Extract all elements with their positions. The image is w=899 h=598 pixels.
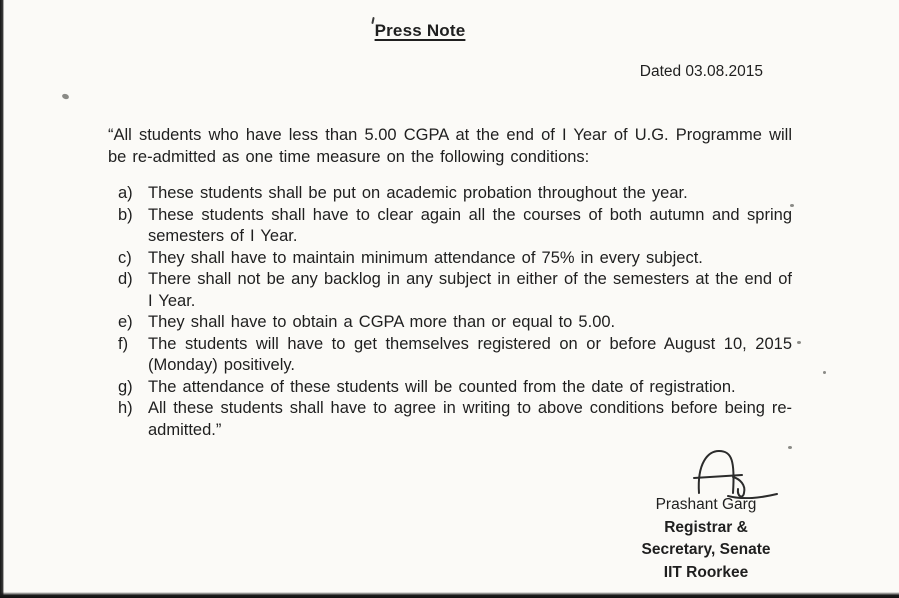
signature	[692, 447, 780, 499]
intro-paragraph: “All students who have less than 5.00 CGPA at the end of I Year of U.G. Programme will be re-admitted as one time measure on the following conditions:	[108, 126, 792, 166]
scan-edge-left	[0, 0, 4, 598]
signer-name: Prashant Garg	[655, 496, 757, 513]
condition-item	[108, 312, 792, 334]
condition-item	[108, 183, 792, 205]
condition-text: There shall not be any backlog in any subject in either of the semesters at the end of I Year.	[148, 270, 792, 310]
scan-speck	[797, 341, 801, 344]
signer-title-secretary: Secretary, Senate	[641, 541, 771, 558]
condition-item	[108, 205, 792, 248]
condition-text: These students shall be put on academic probation throughout the year.	[148, 184, 688, 202]
scan-speck	[823, 371, 826, 374]
condition-marker: e)	[118, 313, 133, 331]
date-line: Dated 03.08.2015	[639, 63, 763, 80]
signer-title-registrar: Registrar &	[664, 518, 748, 536]
scan-speck	[788, 446, 792, 449]
condition-item	[108, 248, 792, 270]
condition-marker: d)	[118, 270, 133, 288]
condition-text: The attendance of these students will be counted from the date of registration.	[148, 377, 736, 396]
condition-item	[108, 269, 792, 312]
signature-block	[628, 494, 784, 584]
condition-item	[108, 398, 792, 441]
condition-text: The students will have to get themselves registered on or before August 10, 2015 (Monday) positively.	[148, 334, 792, 374]
condition-text: They shall have to obtain a CGPA more than or equal to 5.00.	[148, 313, 616, 331]
signer-organization: IIT Roorkee	[663, 563, 749, 581]
document-title: Press Note	[374, 21, 466, 40]
condition-marker: g)	[118, 377, 133, 396]
condition-item	[108, 334, 792, 377]
scan-edge-bottom	[0, 592, 899, 598]
condition-marker: c)	[118, 248, 132, 267]
condition-marker: f)	[118, 334, 129, 353]
condition-text: These students shall have to clear again all the courses of both autumn and spring semesters of I Year.	[148, 205, 792, 245]
condition-marker: h)	[118, 399, 133, 417]
conditions-list	[108, 183, 792, 441]
scan-speck	[61, 93, 69, 100]
condition-marker: b)	[118, 205, 133, 224]
condition-marker: a)	[118, 184, 133, 202]
document-body	[108, 125, 792, 441]
condition-text: All these students shall have to agree in writing to above conditions before being re-admitted.”	[148, 399, 792, 439]
condition-text: They shall have to maintain minimum attendance of 75% in every subject.	[148, 248, 703, 267]
condition-item	[108, 377, 792, 399]
